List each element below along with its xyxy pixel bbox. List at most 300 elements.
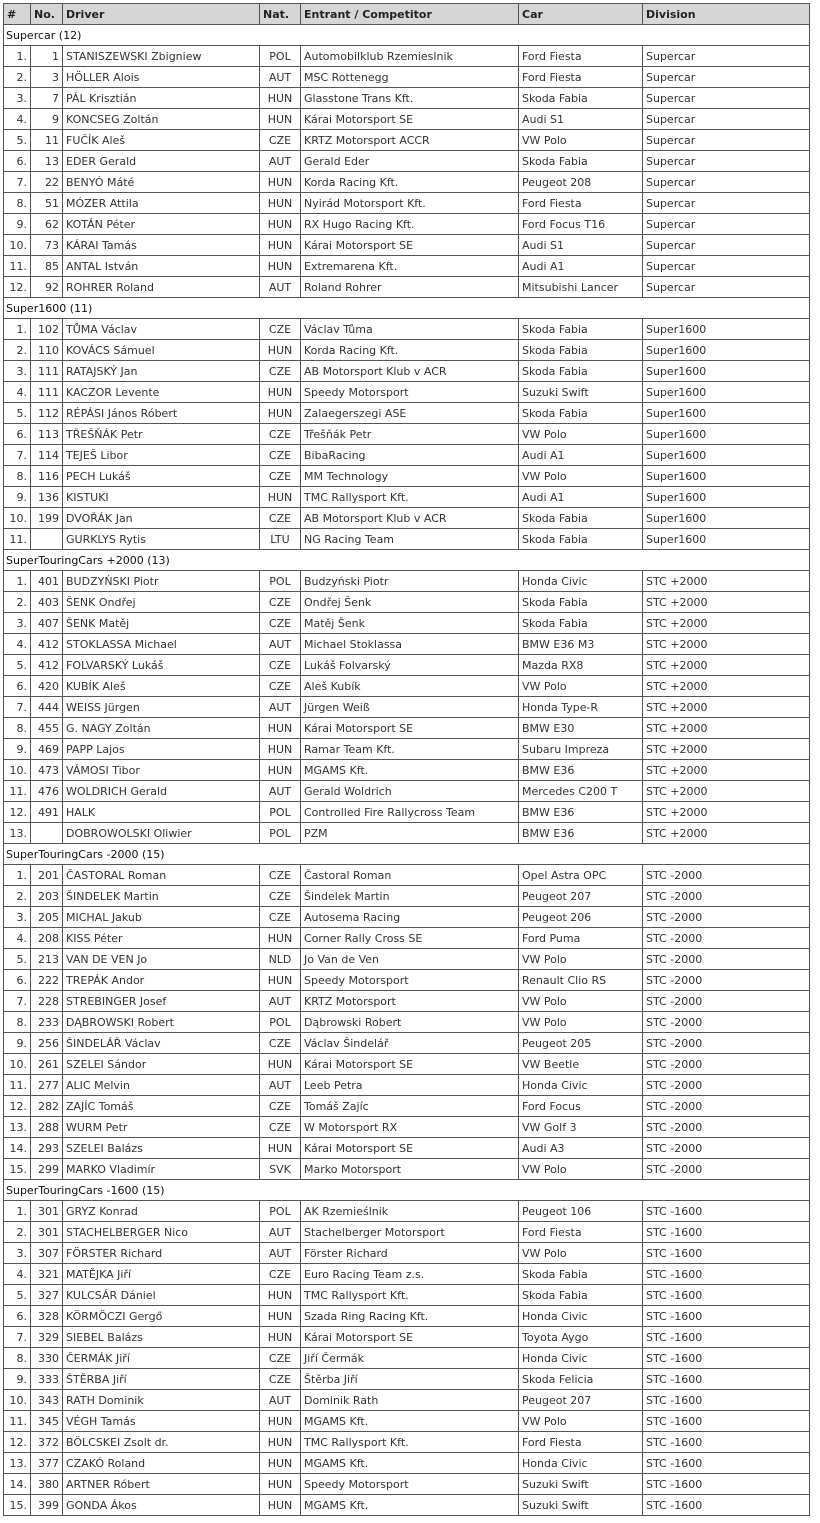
cell-car: Skoda Fabia — [519, 403, 643, 424]
cell-nat: CZE — [260, 592, 301, 613]
cell-division: STC -2000 — [643, 1138, 810, 1159]
cell-nat: HUN — [260, 109, 301, 130]
cell-division: Super1600 — [643, 403, 810, 424]
cell-division: STC -1600 — [643, 1495, 810, 1516]
cell-nat: AUT — [260, 697, 301, 718]
cell-car: Ford Focus T16 — [519, 214, 643, 235]
cell-car: Mercedes C200 T — [519, 781, 643, 802]
cell-nat: HUN — [260, 214, 301, 235]
cell-nat: HUN — [260, 487, 301, 508]
cell-pos: 2. — [4, 886, 31, 907]
table-row — [4, 1096, 810, 1117]
cell-entrant: AK Rzemieślnik — [301, 1201, 519, 1222]
cell-pos: 7. — [4, 445, 31, 466]
cell-car: VW Polo — [519, 1012, 643, 1033]
cell-no: 330 — [31, 1348, 63, 1369]
cell-division: STC -2000 — [643, 1033, 810, 1054]
cell-nat: HUN — [260, 928, 301, 949]
table-row — [4, 886, 810, 907]
cell-entrant: TMC Rallysport Kft. — [301, 1285, 519, 1306]
table-row — [4, 67, 810, 88]
header-row — [4, 4, 810, 25]
cell-nat: CZE — [260, 466, 301, 487]
cell-division: STC +2000 — [643, 613, 810, 634]
table-header — [4, 4, 810, 25]
cell-pos: 10. — [4, 508, 31, 529]
cell-division: Super1600 — [643, 424, 810, 445]
cell-car: Suzuki Swift — [519, 1474, 643, 1495]
cell-pos: 3. — [4, 613, 31, 634]
header-car: Car — [519, 4, 643, 25]
cell-no: 51 — [31, 193, 63, 214]
cell-nat: AUT — [260, 1222, 301, 1243]
group-title: SuperTouringCars +2000 (13) — [4, 550, 810, 571]
cell-pos: 15. — [4, 1495, 31, 1516]
table-row — [4, 403, 810, 424]
cell-nat: HUN — [260, 739, 301, 760]
cell-car: VW Polo — [519, 1411, 643, 1432]
table-row — [4, 277, 810, 298]
cell-entrant: Stachelberger Motorsport — [301, 1222, 519, 1243]
cell-nat: HUN — [260, 1453, 301, 1474]
table-row — [4, 802, 810, 823]
cell-entrant: Autosema Racing — [301, 907, 519, 928]
cell-nat: HUN — [260, 760, 301, 781]
cell-car: Mazda RX8 — [519, 655, 643, 676]
cell-car: Ford Fiesta — [519, 193, 643, 214]
cell-entrant: Jürgen Weiß — [301, 697, 519, 718]
cell-pos: 10. — [4, 760, 31, 781]
cell-division: Supercar — [643, 256, 810, 277]
group-title: SuperTouringCars -1600 (15) — [4, 1180, 810, 1201]
cell-division: STC -2000 — [643, 928, 810, 949]
cell-nat: POL — [260, 1201, 301, 1222]
cell-driver: TŘEŠŇÁK Petr — [63, 424, 260, 445]
cell-pos: 7. — [4, 991, 31, 1012]
cell-division: STC +2000 — [643, 781, 810, 802]
cell-no: 228 — [31, 991, 63, 1012]
cell-entrant: NG Racing Team — [301, 529, 519, 550]
cell-driver: FOLVARSKÝ Lukáš — [63, 655, 260, 676]
cell-no: 205 — [31, 907, 63, 928]
cell-nat: HUN — [260, 718, 301, 739]
table-row — [4, 655, 810, 676]
cell-entrant: Václav Tůma — [301, 319, 519, 340]
cell-no: 293 — [31, 1138, 63, 1159]
table-row — [4, 109, 810, 130]
cell-driver: WURM Petr — [63, 1117, 260, 1138]
table-row — [4, 424, 810, 445]
cell-division: STC +2000 — [643, 739, 810, 760]
cell-entrant: MGAMS Kft. — [301, 760, 519, 781]
header-pos: # — [4, 4, 31, 25]
cell-nat: CZE — [260, 1096, 301, 1117]
cell-pos: 4. — [4, 634, 31, 655]
cell-driver: PAPP Lajos — [63, 739, 260, 760]
cell-no: 329 — [31, 1327, 63, 1348]
cell-entrant: Kárai Motorsport SE — [301, 235, 519, 256]
cell-pos: 11. — [4, 781, 31, 802]
cell-driver: BUDZYŃSKI Piotr — [63, 571, 260, 592]
cell-car: Skoda Fabia — [519, 151, 643, 172]
cell-pos: 8. — [4, 1012, 31, 1033]
cell-entrant: MGAMS Kft. — [301, 1411, 519, 1432]
cell-car: Skoda Fabia — [519, 508, 643, 529]
cell-entrant: Matěj Šenk — [301, 613, 519, 634]
cell-entrant: Kárai Motorsport SE — [301, 1138, 519, 1159]
cell-driver: STANISZEWSKI Zbigniew — [63, 46, 260, 67]
cell-driver: PECH Lukáš — [63, 466, 260, 487]
cell-car: Peugeot 207 — [519, 886, 643, 907]
cell-no: 491 — [31, 802, 63, 823]
cell-no: 372 — [31, 1432, 63, 1453]
table-row — [4, 1285, 810, 1306]
cell-division: STC +2000 — [643, 802, 810, 823]
cell-nat: POL — [260, 823, 301, 844]
table-row — [4, 1411, 810, 1432]
cell-division: STC -1600 — [643, 1264, 810, 1285]
cell-nat: HUN — [260, 256, 301, 277]
header-driver: Driver — [63, 4, 260, 25]
cell-pos: 5. — [4, 403, 31, 424]
cell-division: Supercar — [643, 109, 810, 130]
cell-nat: POL — [260, 46, 301, 67]
cell-pos: 11. — [4, 256, 31, 277]
cell-pos: 3. — [4, 907, 31, 928]
table-row — [4, 634, 810, 655]
cell-car: Peugeot 106 — [519, 1201, 643, 1222]
cell-pos: 3. — [4, 88, 31, 109]
cell-car: Skoda Fabia — [519, 319, 643, 340]
cell-car: VW Polo — [519, 676, 643, 697]
cell-entrant: Kárai Motorsport SE — [301, 1327, 519, 1348]
cell-entrant: PZM — [301, 823, 519, 844]
cell-car: Honda Civic — [519, 1348, 643, 1369]
cell-division: STC -2000 — [643, 991, 810, 1012]
table-row — [4, 1390, 810, 1411]
cell-no: 301 — [31, 1201, 63, 1222]
header-entrant: Entrant / Competitor — [301, 4, 519, 25]
table-row — [4, 172, 810, 193]
cell-driver: MÓZER Attila — [63, 193, 260, 214]
cell-driver: TREPÁK Andor — [63, 970, 260, 991]
cell-car: Ford Fiesta — [519, 67, 643, 88]
table-row — [4, 1369, 810, 1390]
cell-nat: NLD — [260, 949, 301, 970]
cell-division: STC -1600 — [643, 1390, 810, 1411]
cell-entrant: Roland Rohrer — [301, 277, 519, 298]
cell-driver: ALIC Melvin — [63, 1075, 260, 1096]
cell-car: VW Polo — [519, 949, 643, 970]
cell-nat: CZE — [260, 1264, 301, 1285]
cell-car: Skoda Fabia — [519, 613, 643, 634]
cell-pos: 2. — [4, 340, 31, 361]
cell-nat: HUN — [260, 193, 301, 214]
cell-entrant: MGAMS Kft. — [301, 1495, 519, 1516]
cell-no: 473 — [31, 760, 63, 781]
table-row — [4, 1138, 810, 1159]
cell-division: Supercar — [643, 193, 810, 214]
cell-division: STC +2000 — [643, 592, 810, 613]
table-row — [4, 1495, 810, 1516]
cell-no: 3 — [31, 67, 63, 88]
cell-driver: STACHELBERGER Nico — [63, 1222, 260, 1243]
cell-pos: 8. — [4, 718, 31, 739]
cell-pos: 8. — [4, 1348, 31, 1369]
cell-division: Super1600 — [643, 445, 810, 466]
cell-driver: ZAJÍC Tomáš — [63, 1096, 260, 1117]
cell-no: 301 — [31, 1222, 63, 1243]
cell-entrant: Kárai Motorsport SE — [301, 718, 519, 739]
cell-driver: KOTÁN Péter — [63, 214, 260, 235]
cell-pos: 8. — [4, 466, 31, 487]
cell-pos: 9. — [4, 1369, 31, 1390]
cell-no: 213 — [31, 949, 63, 970]
cell-pos: 1. — [4, 319, 31, 340]
cell-nat: HUN — [260, 1138, 301, 1159]
cell-driver: KÖRMÖCZI Gergő — [63, 1306, 260, 1327]
cell-driver: ANTAL István — [63, 256, 260, 277]
cell-division: STC -2000 — [643, 1054, 810, 1075]
cell-division: STC +2000 — [643, 823, 810, 844]
cell-no: 208 — [31, 928, 63, 949]
cell-division: Super1600 — [643, 508, 810, 529]
cell-pos: 5. — [4, 655, 31, 676]
cell-driver: FUČÍK Aleš — [63, 130, 260, 151]
cell-nat: HUN — [260, 1327, 301, 1348]
cell-pos: 8. — [4, 193, 31, 214]
cell-no: 111 — [31, 382, 63, 403]
cell-nat: CZE — [260, 613, 301, 634]
cell-nat: CZE — [260, 1033, 301, 1054]
cell-no: 399 — [31, 1495, 63, 1516]
table-row — [4, 1201, 810, 1222]
cell-entrant: MM Technology — [301, 466, 519, 487]
cell-car: Toyota Aygo — [519, 1327, 643, 1348]
cell-car: VW Golf 3 — [519, 1117, 643, 1138]
cell-car: Honda Civic — [519, 571, 643, 592]
cell-entrant: Šindelek Martin — [301, 886, 519, 907]
cell-entrant: MSC Rottenegg — [301, 67, 519, 88]
cell-car: VW Beetle — [519, 1054, 643, 1075]
table-row — [4, 319, 810, 340]
cell-division: STC +2000 — [643, 760, 810, 781]
cell-driver: BENYÓ Máté — [63, 172, 260, 193]
cell-pos: 4. — [4, 382, 31, 403]
group-title: Supercar (12) — [4, 25, 810, 46]
cell-driver: ŠENK Ondřej — [63, 592, 260, 613]
cell-driver: KISS Péter — [63, 928, 260, 949]
cell-entrant: Marko Motorsport — [301, 1159, 519, 1180]
cell-division: Supercar — [643, 151, 810, 172]
cell-car: Audi A1 — [519, 487, 643, 508]
table-row — [4, 361, 810, 382]
cell-nat: HUN — [260, 382, 301, 403]
cell-nat: HUN — [260, 970, 301, 991]
cell-car: Honda Civic — [519, 1453, 643, 1474]
cell-driver: RATAJSKÝ Jan — [63, 361, 260, 382]
cell-no: 111 — [31, 361, 63, 382]
cell-pos: 1. — [4, 1201, 31, 1222]
cell-nat: CZE — [260, 424, 301, 445]
cell-nat: HUN — [260, 1306, 301, 1327]
cell-car: BMW E36 M3 — [519, 634, 643, 655]
cell-entrant: Automobilklub Rzemieslnik — [301, 46, 519, 67]
cell-pos: 9. — [4, 487, 31, 508]
cell-division: STC -1600 — [643, 1327, 810, 1348]
cell-driver: ČASTORAL Roman — [63, 865, 260, 886]
cell-no: 92 — [31, 277, 63, 298]
cell-no: 112 — [31, 403, 63, 424]
group-title: Super1600 (11) — [4, 298, 810, 319]
cell-pos: 11. — [4, 529, 31, 550]
cell-entrant: Aleš Kubík — [301, 676, 519, 697]
cell-pos: 7. — [4, 1327, 31, 1348]
cell-driver: ROHRER Roland — [63, 277, 260, 298]
table-row — [4, 1264, 810, 1285]
cell-pos: 9. — [4, 214, 31, 235]
cell-division: STC -1600 — [643, 1222, 810, 1243]
cell-driver: WEISS Jürgen — [63, 697, 260, 718]
cell-entrant: Gerald Woldrich — [301, 781, 519, 802]
cell-car: Peugeot 205 — [519, 1033, 643, 1054]
cell-pos: 6. — [4, 151, 31, 172]
cell-pos: 12. — [4, 1432, 31, 1453]
cell-nat: HUN — [260, 1432, 301, 1453]
cell-driver: GURKLYS Rytis — [63, 529, 260, 550]
group-header-row — [4, 550, 810, 571]
cell-division: STC -2000 — [643, 949, 810, 970]
cell-pos: 3. — [4, 1243, 31, 1264]
cell-division: Super1600 — [643, 319, 810, 340]
cell-nat: HUN — [260, 172, 301, 193]
table-row — [4, 949, 810, 970]
cell-nat: CZE — [260, 1117, 301, 1138]
cell-no: 328 — [31, 1306, 63, 1327]
table-row — [4, 697, 810, 718]
cell-driver: TEJEŠ Libor — [63, 445, 260, 466]
group-header-row — [4, 844, 810, 865]
cell-driver: ŠENK Matěj — [63, 613, 260, 634]
cell-no: 420 — [31, 676, 63, 697]
cell-no: 455 — [31, 718, 63, 739]
cell-nat: AUT — [260, 781, 301, 802]
cell-driver: MARKO Vladimír — [63, 1159, 260, 1180]
cell-nat: POL — [260, 802, 301, 823]
cell-driver: SZELEI Sándor — [63, 1054, 260, 1075]
cell-no: 299 — [31, 1159, 63, 1180]
cell-pos: 7. — [4, 697, 31, 718]
cell-entrant: Třešňák Petr — [301, 424, 519, 445]
cell-no: 203 — [31, 886, 63, 907]
cell-pos: 5. — [4, 1285, 31, 1306]
cell-no: 113 — [31, 424, 63, 445]
cell-car: BMW E36 — [519, 760, 643, 781]
cell-entrant: Korda Racing Kft. — [301, 340, 519, 361]
table-row — [4, 1306, 810, 1327]
cell-division: STC -1600 — [643, 1411, 810, 1432]
cell-division: Supercar — [643, 214, 810, 235]
cell-entrant: Lukáš Folvarský — [301, 655, 519, 676]
cell-division: STC -1600 — [643, 1285, 810, 1306]
table-row — [4, 1117, 810, 1138]
cell-entrant: Extremarena Kft. — [301, 256, 519, 277]
cell-entrant: Korda Racing Kft. — [301, 172, 519, 193]
cell-driver: RATH Dominik — [63, 1390, 260, 1411]
cell-pos: 12. — [4, 277, 31, 298]
cell-driver: KULCSÁR Dániel — [63, 1285, 260, 1306]
cell-driver: WOLDRICH Gerald — [63, 781, 260, 802]
cell-driver: HALK — [63, 802, 260, 823]
cell-entrant: Zalaegerszegi ASE — [301, 403, 519, 424]
cell-car: Honda Civic — [519, 1075, 643, 1096]
cell-nat: CZE — [260, 907, 301, 928]
cell-entrant: Speedy Motorsport — [301, 382, 519, 403]
cell-car: Skoda Felicia — [519, 1369, 643, 1390]
table-row — [4, 529, 810, 550]
cell-car: Peugeot 206 — [519, 907, 643, 928]
cell-car: Audi A1 — [519, 256, 643, 277]
cell-pos: 15. — [4, 1159, 31, 1180]
cell-entrant: Förster Richard — [301, 1243, 519, 1264]
cell-entrant: Václav Šindelář — [301, 1033, 519, 1054]
table-row — [4, 823, 810, 844]
cell-division: Super1600 — [643, 340, 810, 361]
cell-no: 62 — [31, 214, 63, 235]
cell-car: Audi S1 — [519, 109, 643, 130]
cell-car: VW Polo — [519, 1243, 643, 1264]
cell-driver: GONDA Ákos — [63, 1495, 260, 1516]
cell-driver: DVOŘÁK Jan — [63, 508, 260, 529]
cell-car: Skoda Fabia — [519, 88, 643, 109]
entry-list-table — [3, 3, 810, 1516]
cell-no: 85 — [31, 256, 63, 277]
cell-pos: 6. — [4, 1306, 31, 1327]
cell-no: 9 — [31, 109, 63, 130]
table-row — [4, 340, 810, 361]
cell-pos: 1. — [4, 46, 31, 67]
cell-car: Opel Astra OPC — [519, 865, 643, 886]
cell-no: 321 — [31, 1264, 63, 1285]
cell-driver: ČERMÁK Jiří — [63, 1348, 260, 1369]
cell-entrant: AB Motorsport Klub v ACR — [301, 361, 519, 382]
cell-no: 345 — [31, 1411, 63, 1432]
cell-car: Skoda Fabia — [519, 1264, 643, 1285]
cell-driver: MICHAL Jakub — [63, 907, 260, 928]
cell-division: STC -1600 — [643, 1348, 810, 1369]
cell-division: Super1600 — [643, 466, 810, 487]
cell-nat: POL — [260, 1012, 301, 1033]
cell-pos: 2. — [4, 592, 31, 613]
table-row — [4, 214, 810, 235]
cell-division: STC -2000 — [643, 1159, 810, 1180]
cell-car: BMW E36 — [519, 802, 643, 823]
cell-no: 114 — [31, 445, 63, 466]
cell-car: VW Polo — [519, 1159, 643, 1180]
table-row — [4, 1432, 810, 1453]
cell-nat: CZE — [260, 1348, 301, 1369]
cell-no: 233 — [31, 1012, 63, 1033]
cell-nat: SVK — [260, 1159, 301, 1180]
cell-car: Ford Focus — [519, 1096, 643, 1117]
cell-car: Peugeot 208 — [519, 172, 643, 193]
cell-division: Supercar — [643, 67, 810, 88]
cell-entrant: Ramar Team Kft. — [301, 739, 519, 760]
cell-nat: HUN — [260, 1495, 301, 1516]
table-body — [4, 25, 810, 1516]
cell-no: 102 — [31, 319, 63, 340]
cell-driver: FÖRSTER Richard — [63, 1243, 260, 1264]
